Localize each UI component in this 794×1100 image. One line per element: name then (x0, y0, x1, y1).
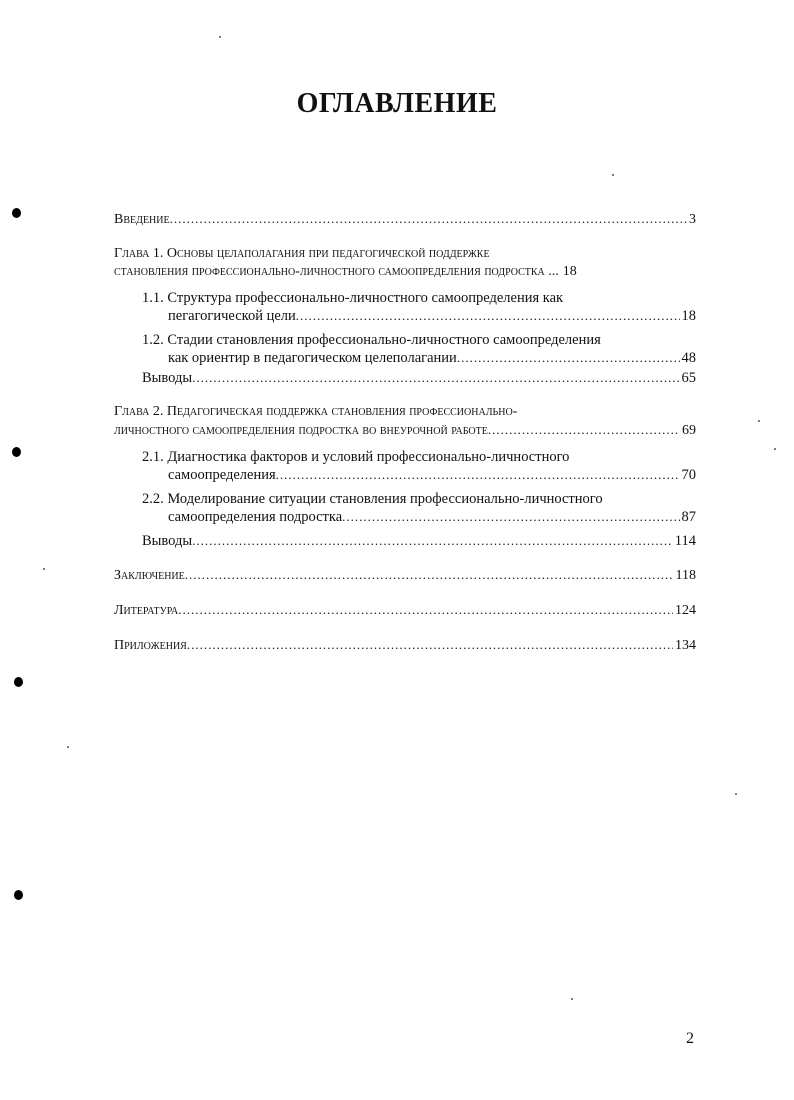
toc-entry-label: личностного самоопределения подростка во внеурочной работе (114, 423, 488, 438)
chapter-heading-line (114, 421, 696, 440)
toc-entry-page: 114 (674, 533, 696, 549)
toc-entry-literature (114, 601, 696, 620)
toc-entry-page: 48 (681, 350, 696, 366)
toc-entry-label: как ориентир в педагогическом целеполагании (168, 350, 457, 366)
scan-speck (735, 793, 737, 795)
toc-entry-conclusions-1 (114, 369, 696, 387)
toc-entry-label: Литература (114, 603, 179, 618)
toc-leader-dots (187, 636, 673, 655)
toc-entry-page: 134 (675, 638, 696, 653)
scan-speck (571, 998, 573, 1000)
toc-entry-conclusions-2 (114, 532, 696, 550)
toc-leader-dots (192, 532, 673, 550)
table-of-contents (114, 210, 696, 671)
scan-speck (774, 448, 776, 450)
section-heading-line (142, 508, 696, 526)
toc-entry-label: самоопределения подростка (168, 509, 343, 525)
chapter-heading-line: Глава 1. Основы целаполагания при педагогической поддержке (114, 246, 490, 261)
toc-entry-page: 3 (689, 212, 696, 227)
section-heading-line: 1.1. Структура профессионально-личностного самоопределения как (142, 290, 564, 306)
scan-speck (219, 36, 221, 38)
chapter-heading-line (114, 263, 696, 281)
toc-entry-page: 70 (681, 467, 696, 483)
toc-chapter-1 (114, 245, 696, 281)
toc-leader-dots (170, 210, 687, 229)
scan-speck (758, 420, 760, 422)
toc-section-1-1 (114, 289, 696, 325)
toc-section-1-2 (114, 331, 696, 367)
toc-section-2-2 (114, 490, 696, 526)
toc-leader-dots (192, 369, 679, 387)
toc-entry-intro (114, 210, 696, 229)
toc-entry-page: 87 (681, 509, 696, 525)
toc-entry-label: Введение (114, 212, 170, 227)
toc-entry-appendices (114, 636, 696, 655)
toc-chapter-2 (114, 403, 696, 440)
punch-hole-mark (14, 677, 23, 687)
toc-entry-page: 69 (682, 423, 696, 438)
toc-leader-dots (296, 307, 680, 325)
toc-leader-dots (488, 421, 680, 440)
toc-entry-label: самоопределения (168, 467, 276, 483)
toc-leader-dots (276, 466, 680, 484)
scan-speck (612, 174, 614, 176)
section-heading-line: 1.2. Стадии становления профессионально-личностного самоопределения (142, 332, 601, 348)
toc-entry-page: 118 (675, 568, 696, 583)
toc-entry-page: 18 (562, 264, 577, 279)
scan-speck (67, 746, 69, 748)
toc-entry-label: Приложения (114, 638, 187, 653)
toc-leader-dots (178, 601, 673, 620)
toc-leader-dots (342, 508, 679, 526)
toc-entry-page: 65 (681, 370, 696, 386)
section-heading-line (142, 307, 696, 325)
section-heading-line (142, 349, 696, 367)
chapter-heading-line: Глава 2. Педагогическая поддержка становления профессионально- (114, 404, 518, 419)
page-title: ОГЛАВЛЕНИЕ (296, 88, 498, 119)
section-heading-line (142, 466, 696, 484)
toc-entry-label: становления профессионально-личностного самоопределения подростка ... (114, 264, 559, 279)
toc-section-2-1 (114, 448, 696, 484)
scan-speck (43, 568, 45, 570)
punch-hole-mark (14, 890, 23, 900)
punch-hole-mark (12, 447, 21, 457)
toc-entry-page: 124 (675, 603, 696, 618)
punch-hole-mark (12, 208, 21, 218)
toc-entry-label: Выводы (142, 370, 193, 386)
toc-entry-label: пегагогической цели (168, 308, 296, 324)
toc-entry-label: Заключение (114, 568, 185, 583)
toc-leader-dots (185, 566, 674, 585)
toc-entry-page: 18 (681, 308, 696, 324)
page-number: 2 (686, 1030, 694, 1047)
section-heading-line: 2.1. Диагностика факторов и условий профессионально-личностного (142, 449, 570, 465)
toc-entry-conclusion (114, 566, 696, 585)
toc-leader-dots (457, 349, 680, 367)
toc-entry-label: Выводы (142, 533, 193, 549)
section-heading-line: 2.2. Моделирование ситуации становления профессионально-личностного (142, 491, 603, 507)
